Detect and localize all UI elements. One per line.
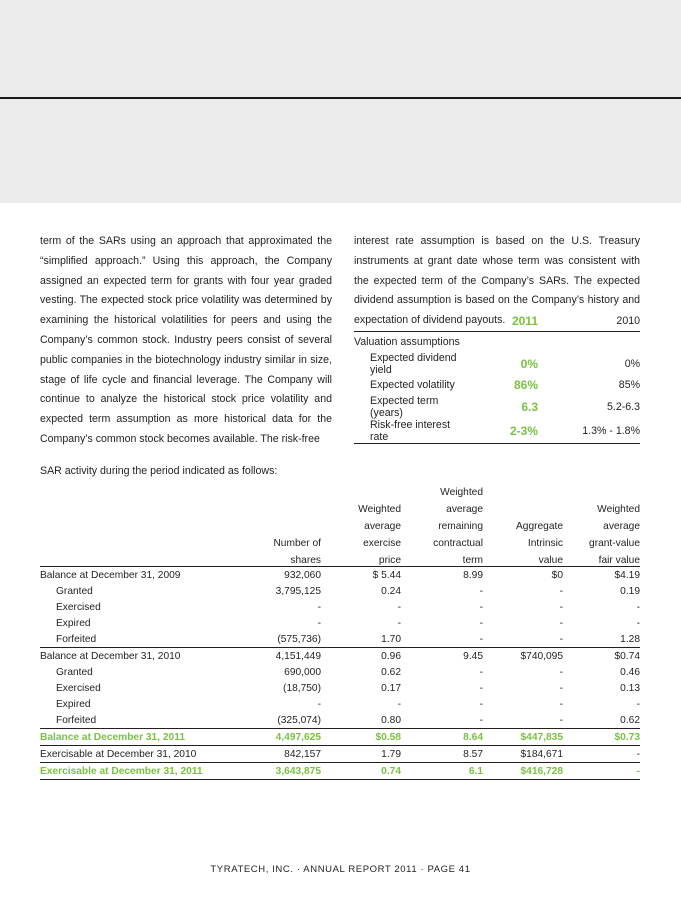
hdr-price: price	[321, 549, 401, 567]
col-2011: 2011	[468, 311, 560, 331]
cell-shares: (575,736)	[277, 633, 321, 645]
header-band	[0, 0, 681, 203]
header-rule	[0, 97, 681, 99]
cell-shares: 932,060	[284, 569, 321, 581]
row-label: Exercisable at December 31, 2011	[40, 763, 232, 780]
sar-intro-text: SAR activity during the period indicated as follows:	[40, 465, 278, 477]
cell-term: 6.1	[401, 763, 483, 780]
cell-price: -	[397, 601, 401, 613]
cell-term: -	[479, 682, 483, 694]
valuation-2011: 0%	[520, 356, 538, 371]
page-footer: TYRATECH, INC. · ANNUAL REPORT 2011 · PAGE 41	[210, 864, 471, 875]
hdr-shares	[232, 515, 321, 532]
hdr-shares	[232, 481, 321, 498]
cell-term: -	[479, 666, 483, 678]
cell-fair: -	[636, 617, 640, 629]
cell-fair: -	[563, 763, 640, 780]
cell-term: -	[479, 714, 483, 726]
valuation-2010: 0%	[624, 357, 640, 370]
cell-shares: -	[317, 617, 321, 629]
hdr-value: value	[483, 549, 563, 567]
cell-value: $416,728	[483, 763, 563, 780]
cell-price: 0.62	[381, 666, 401, 678]
cell-value: -	[559, 601, 563, 613]
row-label: Exercised	[56, 601, 101, 613]
row-label: Expired	[56, 698, 91, 710]
cell-value: -	[559, 585, 563, 597]
row-label: Balance at December 31, 2010	[40, 648, 232, 665]
cell-shares: 4,151,449	[232, 648, 321, 665]
sar-activity-table	[40, 481, 640, 780]
hdr-fair	[563, 481, 640, 498]
valuation-row	[354, 352, 640, 376]
cell-fair: 0.13	[620, 682, 640, 694]
hdr-price	[321, 481, 401, 498]
table-row	[40, 583, 640, 599]
table-row	[40, 712, 640, 729]
valuation-label: Expected term (years)	[370, 395, 439, 420]
hdr-fair: Weighted	[597, 504, 640, 515]
row-label: Exercised	[56, 682, 101, 694]
col-2010: 2010	[560, 311, 640, 331]
valuation-label: Expected dividend yield	[370, 351, 457, 376]
cell-shares: 842,157	[232, 746, 321, 763]
cell-price: 0.96	[321, 648, 401, 665]
hdr-term: remaining	[438, 521, 483, 532]
cell-term: 8.57	[401, 746, 483, 763]
cell-term: 8.64	[401, 729, 483, 746]
cell-term: -	[479, 601, 483, 613]
table-row	[40, 615, 640, 631]
cell-fair: $0.74	[563, 648, 640, 665]
table-row	[40, 680, 640, 696]
cell-term: -	[479, 585, 483, 597]
cell-shares: 3,795,125	[275, 585, 321, 597]
valuation-label: Expected volatility	[370, 379, 455, 392]
cell-value: -	[559, 633, 563, 645]
row-label: Forfeited	[56, 633, 97, 645]
cell-shares: 690,000	[284, 666, 321, 678]
hdr-price: Weighted	[358, 504, 401, 515]
cell-fair: -	[636, 601, 640, 613]
cell-fair: 0.19	[620, 585, 640, 597]
cell-shares: (325,074)	[277, 714, 321, 726]
cell-price: 0.74	[321, 763, 401, 780]
valuation-2011: 6.3	[521, 400, 538, 415]
hdr-value	[483, 498, 563, 515]
hdr-shares: shares	[232, 549, 321, 567]
cell-fair: 0.46	[620, 666, 640, 678]
cell-term: -	[479, 698, 483, 710]
valuation-2011: 2-3%	[468, 419, 560, 444]
cell-value: $447,835	[483, 729, 563, 746]
cell-value: -	[559, 698, 563, 710]
valuation-row	[354, 395, 640, 419]
valuation-2010: 1.3% - 1.8%	[560, 419, 640, 444]
table-row	[40, 696, 640, 712]
cell-shares: -	[317, 601, 321, 613]
cell-shares: 4,497,625	[232, 729, 321, 746]
hdr-value: Intrinsic	[527, 538, 563, 549]
cell-price: 0.80	[381, 714, 401, 726]
cell-shares: 3,643,875	[232, 763, 321, 780]
row-label: Forfeited	[56, 714, 97, 726]
table-row	[40, 746, 640, 763]
table-row	[40, 567, 640, 584]
cell-fair: -	[563, 746, 640, 763]
valuation-row	[354, 419, 640, 444]
row-label: Balance at December 31, 2011	[40, 729, 232, 746]
cell-shares: -	[317, 698, 321, 710]
cell-price: $ 5.44	[372, 569, 401, 581]
table-row	[40, 648, 640, 665]
cell-term: -	[479, 633, 483, 645]
cell-term: 8.99	[463, 569, 483, 581]
row-label: Granted	[56, 666, 93, 678]
hdr-term: average	[446, 504, 483, 515]
hdr-shares: Number of	[273, 538, 321, 549]
cell-price: 0.17	[381, 682, 401, 694]
table-row-balance-2011	[40, 729, 640, 746]
hdr-shares	[232, 498, 321, 515]
cell-term: -	[479, 617, 483, 629]
row-label: Granted	[56, 585, 93, 597]
cell-price: -	[397, 617, 401, 629]
valuation-section-label: Valuation assumptions	[354, 335, 460, 348]
hdr-fair: fair value	[563, 549, 640, 567]
cell-value: $184,671	[483, 746, 563, 763]
cell-fair: 0.62	[620, 714, 640, 726]
table-row	[40, 599, 640, 615]
cell-value: $740,095	[483, 648, 563, 665]
table-row-exercisable-2011	[40, 763, 640, 780]
cell-price: $0.58	[321, 729, 401, 746]
hdr-price: average	[364, 521, 401, 532]
cell-fair: 1.28	[620, 633, 640, 645]
valuation-header-row	[354, 311, 640, 331]
cell-fair: $0.73	[563, 729, 640, 746]
cell-price: 0.24	[381, 585, 401, 597]
cell-value: -	[559, 714, 563, 726]
valuation-2010: 5.2-6.3	[607, 401, 640, 414]
valuation-2010: 85%	[618, 379, 640, 392]
cell-price: 1.79	[321, 746, 401, 763]
hdr-term: Weighted	[440, 487, 483, 498]
hdr-price: exercise	[363, 538, 401, 549]
table-row	[40, 664, 640, 680]
hdr-fair: grant-value	[589, 538, 640, 549]
row-label: Exercisable at December 31, 2010	[40, 746, 232, 763]
valuation-label: Risk-free interest rate	[354, 419, 468, 444]
cell-fair: -	[636, 698, 640, 710]
sar-header	[40, 481, 640, 567]
valuation-2011: 86%	[513, 378, 538, 393]
cell-fair: $4.19	[614, 569, 640, 581]
right-column-paragraph: interest rate assumption is based on the U.S. Treasury instruments at grant date whose term was consistent with the expected term of the Company’s SARs. The expected dividend assumption is based on the Company’s history and expectation of dividend payouts.	[354, 235, 640, 327]
table-row	[40, 631, 640, 648]
cell-shares: (18,750)	[283, 682, 321, 694]
cell-value: $0	[551, 569, 563, 581]
hdr-value	[483, 481, 563, 498]
valuation-row	[354, 376, 640, 396]
cell-value: -	[559, 617, 563, 629]
cell-value: -	[559, 666, 563, 678]
valuation-assumptions-table	[354, 311, 640, 444]
cell-value: -	[559, 682, 563, 694]
row-label: Balance at December 31, 2009	[40, 569, 181, 581]
hdr-term: contractual	[433, 538, 483, 549]
hdr-term: term	[401, 549, 483, 567]
valuation-section-row	[354, 331, 640, 351]
hdr-fair: average	[603, 521, 640, 532]
cell-price: 1.70	[381, 633, 401, 645]
cell-price: -	[397, 698, 401, 710]
row-label: Expired	[56, 617, 91, 629]
hdr-value: Aggregate	[515, 521, 563, 532]
left-column-paragraph: term of the SARs using an approach that approximated the “simplified approach.” Using this approach, the Company assigned an expected term for grants with four year graded vesting. The expected stock price volatility was determined by examining the historical volatilities for peers and using the Company’s common stock. Industry peers consist of several public companies in the biotechnology industry similar in size, stage of life cycle and financial leverage. The Company will continue to analyze the historical stock price volatility and expected term assumption as more historical data for the Company’s common stock becomes available. The risk-free	[40, 235, 332, 445]
cell-term: 9.45	[401, 648, 483, 665]
